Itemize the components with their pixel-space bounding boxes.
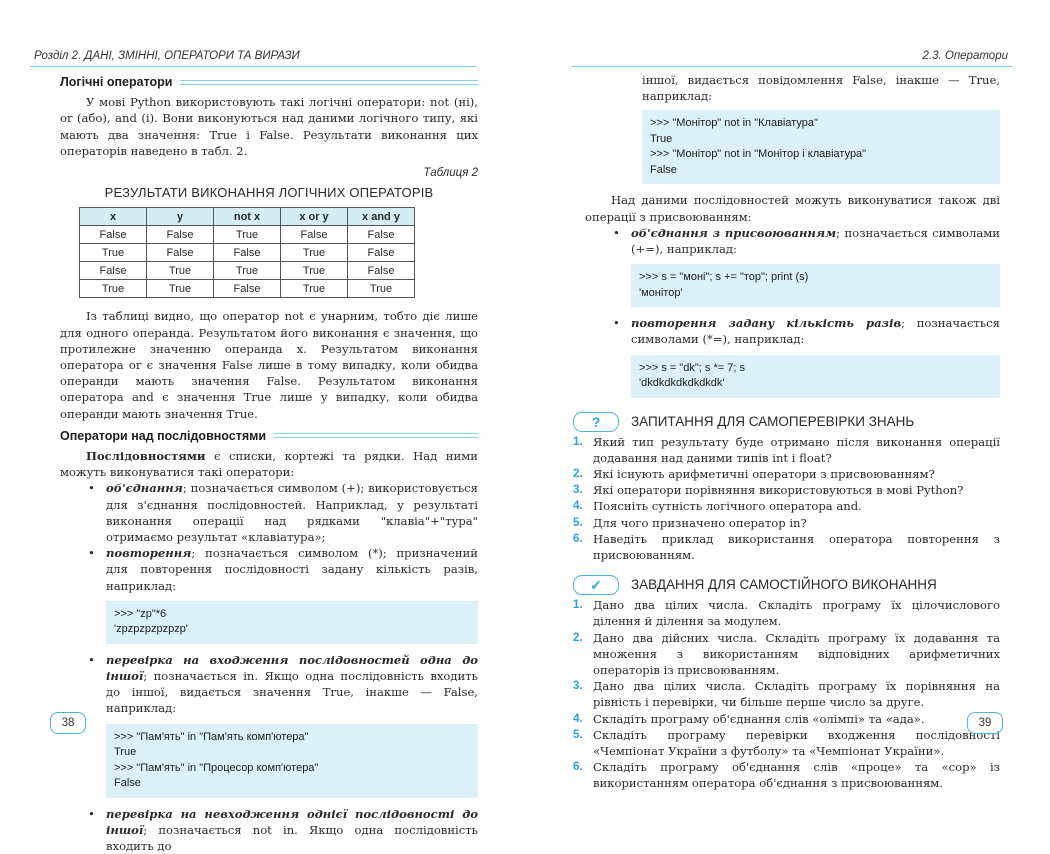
col-header: x [80, 208, 147, 226]
assign-intro: Над даними послідовностей можуть виконуватися також дві операції з присвоюванням: [585, 193, 1000, 224]
cell: False [80, 226, 147, 244]
cell: False [348, 244, 415, 262]
sequences-intro: Послідовностями є списки, кортежі та рядки. Над ними можуть виконуватися такі оператори: [60, 449, 478, 480]
code-line: 'dkdkdkdkdkdkdk' [639, 377, 725, 390]
list-item: 5. Складіть програму перевірки входження послідовності «Чемпіонат України з футболу» та «Чемпіонат України». [573, 727, 1000, 759]
assign-operators-list-2 [585, 315, 1000, 347]
section-heading-sequences: Оператори над послідовностями [60, 428, 478, 444]
code-line: >>> "Пам'ять" in "Пам'ять комп'ютера" [114, 730, 309, 743]
cell: False [214, 280, 281, 298]
list-item: 1. Який тип результату буде отримано після виконання операції додавання над даними типів int і float? [573, 434, 1000, 465]
code-block-not-in [642, 110, 1000, 184]
left-content [60, 72, 478, 854]
list-item: • об'єднання з присвоюванням; позначається символами (+=), наприклад: [611, 225, 1000, 257]
code-line: 'монітор' [639, 286, 683, 299]
list-item: • повторення; позначається символом (*); призначений для повторення послідовності задану кількість разів, наприклад: [86, 545, 478, 594]
table-row [80, 226, 415, 244]
table-row [80, 262, 415, 280]
code-line: >>> "Монітор" not in "Клавіатура" [650, 117, 818, 130]
cell: False [80, 262, 147, 280]
cell: False [348, 262, 415, 280]
code-line: True [650, 132, 673, 145]
continuation-text: іншої, видається повідомлення False, інакше — True, наприклад: [642, 73, 1000, 104]
questions-list [573, 434, 1000, 564]
cell: True [147, 262, 214, 280]
sequence-operators-list-2 [60, 652, 478, 717]
list-item: 5. Для чого призначено оператор in? [573, 515, 807, 530]
code-line: 'zpzpzpzpzpzp' [114, 623, 188, 636]
cell: True [281, 244, 348, 262]
cell: True [214, 226, 281, 244]
page-number: 39 [967, 712, 1003, 734]
tasks-list [573, 597, 1000, 791]
heading-rule [180, 80, 478, 85]
table-caption: Таблиця 2 [423, 167, 478, 180]
list-item: 3. Дано два цілих числа. Складіть програму їх порівняння на рівність і перевірки, чи більше перше число за друге. [573, 679, 1000, 710]
list-item: • перевірка на входження послідовностей одна до іншої; позначається in. Якщо одна послідовність входить до іншої, видається значення True, інакше — False, наприклад: [86, 652, 478, 717]
cell: True [80, 244, 147, 262]
cell: True [147, 280, 214, 298]
code-block-concat-assign [631, 264, 1000, 307]
list-item: 2. Які існують арифметичні оператори з присвоюванням? [573, 467, 935, 482]
code-line: >>> "Пам'ять" in "Процесор комп'ютера" [114, 761, 319, 774]
code-line: False [114, 777, 141, 790]
list-item: 2. Дано два дійсних числа. Складіть програму їх додавання та множення з використанням відповідних арифметичних операторів із присвоюванням. [573, 630, 1000, 678]
list-item: 6. Складіть програму об'єднання слів «проце» та «сор» із використанням оператора об'єднання з присвоюванням. [573, 760, 1000, 791]
tasks-heading: ✓ ЗАВДАННЯ ДЛЯ САМОСТІЙНОГО ВИКОНАННЯ [573, 575, 1000, 595]
cell: False [147, 244, 214, 262]
cell: True [281, 280, 348, 298]
sequence-operators-list-3 [60, 806, 478, 854]
col-header: x or y [281, 208, 348, 226]
code-line: >>> "zp"*6 [114, 607, 167, 620]
checkmark-icon: ✓ [573, 575, 619, 595]
right-page [525, 0, 1050, 791]
list-item: • перевірка на невходження однієї послідовності до іншої; позначається not in. Якщо одна послідовність входить до [86, 806, 478, 854]
code-line: >>> s = "моні"; s += "тор"; print (s) [639, 271, 809, 284]
header-rule [30, 66, 476, 67]
logic-intro: У мові Python використовують такі логічні оператори: not (ні), or (або), and (і). Вони виконуються над даними логічного типу, які мають два значення: True і False. Результати виконання цих операторів наведено в табл. 2. [60, 95, 478, 158]
code-block-repeat [106, 601, 478, 644]
code-line: False [650, 163, 677, 176]
cell: False [214, 244, 281, 262]
table-row [80, 280, 415, 298]
code-block-in [106, 724, 478, 798]
section-heading-logic: Логічні оператори [60, 74, 478, 90]
running-head: Розділ 2. ДАНІ, ЗМІННІ, ОПЕРАТОРИ ТА ВИРАЗИ [34, 50, 300, 62]
cell: True [348, 280, 415, 298]
cell: False [147, 226, 214, 244]
list-item: 1. Дано два цілих числа. Складіть програму їх цілочислового ділення й ділення за модулем. [573, 598, 1000, 629]
question-icon: ? [573, 412, 619, 432]
sequence-operators-list [60, 480, 478, 593]
code-line: True [114, 746, 137, 759]
running-head: 2.3. Оператори [922, 50, 1008, 62]
list-item: 3. Які оператори порівняння використовуються в мові Python? [573, 483, 964, 498]
list-item: • повторення задану кількість разів; позначається символами (*=), наприклад: [611, 315, 1000, 347]
cell: False [281, 226, 348, 244]
list-item: 6. Наведіть приклад використання оператора повторення з присвоюванням. [573, 531, 1000, 563]
table-title: РЕЗУЛЬТАТИ ВИКОНАННЯ ЛОГІЧНИХ ОПЕРАТОРІВ [104, 185, 434, 201]
col-header: y [147, 208, 214, 226]
cell: True [214, 262, 281, 280]
cell: False [348, 226, 415, 244]
header-rule [572, 66, 1012, 67]
logic-explanation: Із таблиці видно, що оператор not є унарним, тобто діє лише для одного операнда. Результатом його виконання є значення, що протилежне значенню операнда x. Результатом виконання оператора or є значення False лише в тому випадку, коли обидва операнди мають значення False. Результатом виконання оператора and є значення True лише у випадку, коли обидва операнди мають значення True. [60, 309, 478, 421]
list-item: 4. Поясніть сутність логічного оператора and. [573, 499, 862, 514]
table-row [80, 244, 415, 262]
heading-rule [274, 433, 478, 438]
code-line: >>> "Монітор" not in "Монітор і клавіатура" [650, 148, 867, 161]
logic-table [79, 207, 415, 298]
cell: True [281, 262, 348, 280]
right-content [573, 72, 1000, 792]
col-header: x and y [348, 208, 415, 226]
list-item: • об'єднання; позначається символом (+); використовується для з'єднання послідовностей. Наприклад, у результаті виконання операції над рядками "клавіа"+"тура" отримаємо результат «клавіатура»; [86, 480, 478, 545]
code-line: >>> s = "dk"; s *= 7; s [639, 361, 745, 374]
questions-heading: ? ЗАПИТАННЯ ДЛЯ САМОПЕРЕВІРКИ ЗНАНЬ [573, 412, 1000, 432]
col-header: not x [214, 208, 281, 226]
code-block-repeat-assign [631, 355, 1000, 398]
assign-operators-list [585, 225, 1000, 257]
list-item: 4. Складіть програму об'єднання слів «олімпі» та «ада». [573, 711, 925, 726]
cell: True [80, 280, 147, 298]
page-number: 38 [50, 712, 86, 734]
table-header-row [80, 208, 415, 226]
